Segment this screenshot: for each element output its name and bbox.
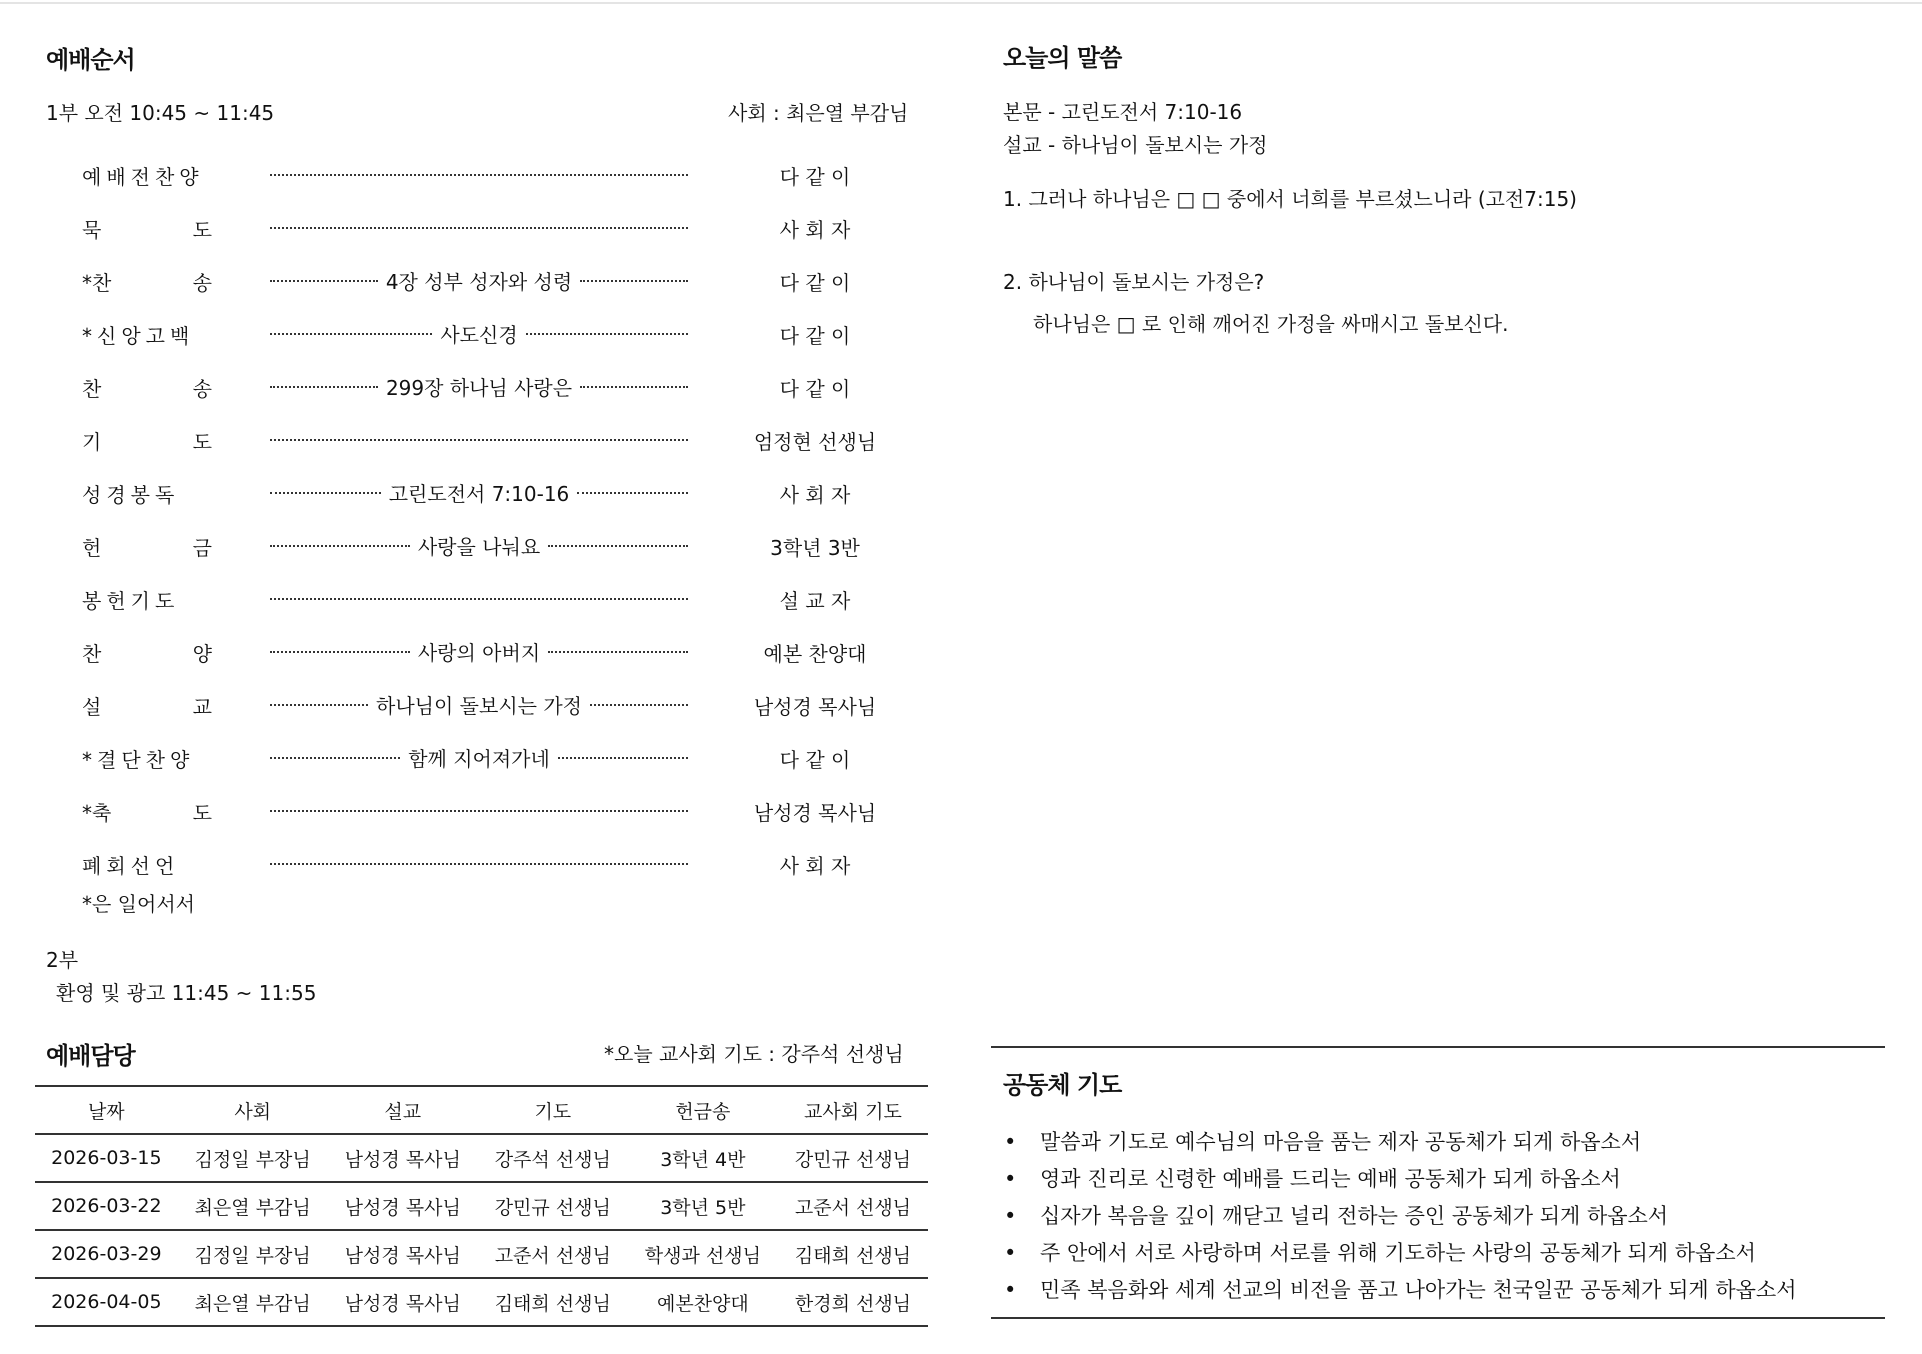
order-item-name [82,214,212,243]
scripture-line: 본문 - 고린도전서 7:10-16 [1003,100,1243,124]
order-item-name-part: 송 [192,377,212,401]
top-border [0,2,1922,4]
order-item-name: *결단찬양 [82,748,195,772]
question-2: 2. 하나님이 돌보시는 가정은? [1003,270,1265,294]
order-item-detail [270,691,688,717]
order-item-detail [270,850,688,876]
word-title: 오늘의 말씀 [1003,44,1122,72]
session1-time: 1부 오전 10:45 ~ 11:45 [46,101,275,125]
header-sermon: 설교 [384,1100,422,1123]
order-item-person: 예본 찬양대 [763,642,867,666]
cell-prayer: 강민규 선생님 [494,1196,611,1219]
order-item-detail [270,797,688,823]
standing-note: *은 일어서서 [82,892,195,916]
order-row [0,638,1000,668]
header-host: 사회 [234,1100,272,1123]
order-item-name-part: 도 [192,430,212,454]
order-item-name: *신앙고백 [82,324,195,348]
prayer-text: 십자가 복음을 깊이 깨닫고 널리 전하는 증인 공동체가 되게 하옵소서 [1040,1204,1669,1228]
order-item-detail [270,373,688,399]
order-item-name [82,691,212,720]
leader-dots [270,386,378,388]
order-item-detail-text: 4장 성부 성자와 성령 [385,269,573,294]
order-item-name-part: 묵 [82,218,102,242]
prayer-item [1000,1272,1796,1309]
order-item-detail [270,532,688,558]
order-item-name-part: 찬 [82,377,102,401]
order-item-name [82,267,212,296]
order-row [0,797,1000,827]
order-item-detail [270,161,688,187]
question-1: 1. 그러나 하나님은 □ □ 중에서 너희를 부르셨느니라 (고전7:15) [1003,187,1577,211]
order-row [0,850,1000,880]
order-item-detail [270,744,688,770]
order-item-person: 다 같 이 [779,748,851,772]
order-item-name-part: 금 [192,536,212,560]
cell-teacher-prayer: 김태희 선생님 [794,1244,912,1267]
order-item-detail [270,320,688,346]
leader-dots [270,492,381,494]
prayer-title: 공동체 기도 [1003,1071,1122,1099]
cell-offering-song: 예본찬양대 [656,1292,749,1315]
order-item-name [82,373,212,402]
cell-prayer: 김태희 선생님 [494,1292,611,1315]
order-item-detail [270,479,688,505]
order-item-detail [270,585,688,611]
leader-dots [558,757,688,759]
order-item-detail-text: 하나님이 돌보시는 가정 [376,693,582,718]
order-item-person: 설 교 자 [779,589,851,613]
order-row [0,426,1000,456]
bullet-icon: • [1004,1241,1017,1265]
order-item-person: 남성경 목사님 [753,801,877,825]
bullet-icon: • [1004,1278,1017,1302]
order-row [0,267,1000,297]
leader-dots [580,280,688,282]
order-row [0,320,1000,350]
leader-dots [590,704,688,706]
order-row [0,373,1000,403]
order-item-person: 사 회 자 [779,218,851,242]
prayer-text: 영과 진리로 신령한 예배를 드리는 예배 공동체가 되게 하옵소서 [1040,1167,1621,1191]
leader-dots [270,545,410,547]
leader-dots [270,280,378,282]
cell-date: 2026-04-05 [51,1291,162,1313]
order-row [0,585,1000,615]
bullet-icon: • [1004,1167,1017,1191]
table-row [35,1230,928,1278]
order-item-name: 봉헌기도 [82,589,180,613]
order-row [0,214,1000,244]
prayer-item [1000,1161,1796,1198]
order-row [0,479,1000,509]
order-item-name [82,797,212,826]
order-item-name [82,532,212,561]
prayer-text: 주 안에서 서로 사랑하며 서로를 위해 기도하는 사랑의 공동체가 되게 하옵소서 [1040,1241,1756,1265]
cell-sermon: 남성경 목사님 [344,1196,461,1219]
cell-host: 최은열 부감님 [194,1196,311,1219]
order-item-detail-text: 사도신경 [440,322,518,347]
order-item-person: 다 같 이 [779,271,851,295]
order-item-person: 다 같 이 [779,377,851,401]
cell-host: 김정일 부장님 [194,1244,311,1267]
cell-host: 최은열 부감님 [194,1292,311,1315]
session2-text: 환영 및 광고 11:45 ~ 11:55 [56,981,317,1005]
cell-teacher-prayer: 한경희 선생님 [794,1292,912,1315]
order-item-detail [270,426,688,452]
prayer-item [1000,1235,1796,1272]
leader-dots [548,651,688,653]
cell-date: 2026-03-15 [51,1147,162,1169]
order-item-name-part: 도 [192,801,212,825]
order-item-name: 예배전찬양 [82,165,204,189]
cell-prayer: 강주석 선생님 [494,1148,611,1171]
table-header-row [35,1086,928,1134]
order-title: 예배순서 [46,46,135,74]
leader-dots [270,598,688,600]
order-item-person: 사 회 자 [779,483,851,507]
prayer-list [1000,1124,1796,1309]
cell-date: 2026-03-22 [51,1195,162,1217]
leader-dots [270,810,688,812]
leader-dots [270,651,410,653]
order-item-name-part: 교 [192,695,212,719]
sermon-line: 설교 - 하나님이 돌보시는 가정 [1003,133,1268,157]
order-item-detail-text: 함께 지어져가네 [408,746,550,771]
cell-sermon: 남성경 목사님 [344,1292,461,1315]
order-item-person: 사 회 자 [779,854,851,878]
order-row [0,532,1000,562]
order-item-detail [270,214,688,240]
cell-teacher-prayer: 고준서 선생님 [794,1196,912,1219]
cell-date: 2026-03-29 [51,1243,162,1265]
leader-dots [577,492,688,494]
order-item-name-part: 도 [192,218,212,242]
order-item-person: 엄정현 선생님 [753,430,877,454]
prayer-item [1000,1198,1796,1235]
leader-dots [270,863,688,865]
leader-dots [526,333,688,335]
cell-offering-song: 3학년 4반 [660,1148,746,1171]
order-item-person: 3학년 3반 [770,536,860,560]
prayer-text: 말씀과 기도로 예수님의 마음을 품는 제자 공동체가 되게 하옵소서 [1040,1130,1642,1154]
leader-dots [270,439,688,441]
prayer-bottom-rule [991,1317,1885,1319]
order-item-name: 폐회선언 [82,854,180,878]
order-row [0,744,1000,774]
order-item-name-part: 설 [82,695,102,719]
cell-host: 김정일 부장님 [194,1148,311,1171]
order-item-name-part: *축 [82,801,112,825]
header-prayer: 기도 [534,1100,572,1123]
order-item-name-part: 양 [192,642,212,666]
order-item-name-part: *찬 [82,271,112,295]
header-teacher-prayer: 교사회 기도 [804,1100,902,1123]
order-item-person: 다 같 이 [779,165,851,189]
order-item-name-part: 찬 [82,642,102,666]
table-row [35,1182,928,1230]
leader-dots [270,757,400,759]
table-row [35,1134,928,1182]
header-date: 날짜 [87,1100,125,1123]
order-row [0,691,1000,721]
session2-title: 2부 [46,948,79,972]
order-item-detail [270,267,688,293]
question-2-answer: 하나님은 □ 로 인해 깨어진 가정을 싸매시고 돌보신다. [1033,312,1509,336]
order-item-detail-text: 고린도전서 7:10-16 [388,481,570,506]
leader-dots [270,704,368,706]
order-item-name-part: 송 [192,271,212,295]
order-item-person: 남성경 목사님 [753,695,877,719]
leader-dots [270,227,688,229]
header-offering-song: 헌금송 [675,1100,731,1123]
order-item-detail-text: 사랑을 나눠요 [417,534,541,559]
prayer-item [1000,1124,1796,1161]
order-item-name-part: 헌 [82,536,102,560]
order-item-name [82,638,212,667]
leader-dots [270,174,688,176]
cell-teacher-prayer: 강민규 선생님 [794,1148,912,1171]
cell-offering-song: 학생과 선생님 [644,1244,761,1267]
cell-prayer: 고준서 선생님 [494,1244,611,1267]
cell-sermon: 남성경 목사님 [344,1244,461,1267]
order-item-name [82,426,212,455]
cell-sermon: 남성경 목사님 [344,1148,461,1171]
prayer-text: 민족 복음화와 세계 선교의 비전을 품고 나아가는 천국일꾼 공동체가 되게 하옵소서 [1040,1278,1797,1302]
order-item-detail-text: 사랑의 아버지 [417,640,541,665]
cell-offering-song: 3학년 5반 [660,1196,746,1219]
staff-schedule-table [35,1085,928,1327]
staff-title: 예배담당 [46,1042,135,1070]
leader-dots [270,333,432,335]
order-item-name: 성경봉독 [82,483,180,507]
table-row [35,1278,928,1326]
teacher-prayer-note: *오늘 교사회 기도 : 강주석 선생님 [604,1042,904,1066]
session1-host: 사회 : 최은열 부감님 [728,101,909,125]
order-item-person: 다 같 이 [779,324,851,348]
order-row [0,161,1000,191]
bullet-icon: • [1004,1204,1017,1228]
prayer-top-rule [991,1046,1885,1048]
order-item-name-part: 기 [82,430,102,454]
leader-dots [548,545,688,547]
bullet-icon: • [1004,1130,1017,1154]
order-item-detail-text: 299장 하나님 사랑은 [385,375,573,400]
order-item-detail [270,638,688,664]
leader-dots [580,386,688,388]
